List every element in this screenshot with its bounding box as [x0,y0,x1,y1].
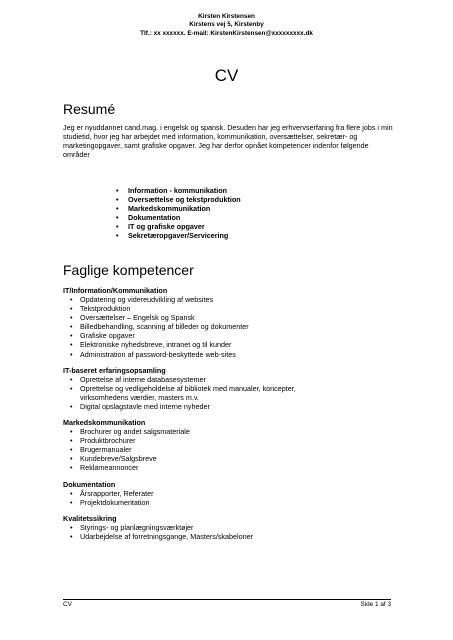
list-item: • Oversættelser – Engelsk og Spansk [63,313,393,322]
section-list-marketing [63,427,393,472]
skills-heading: Faglige kompetencer [63,262,194,278]
skills-sections [63,286,393,541]
list-item: • Brochurer og andet salgsmateriale [63,427,393,436]
list-item: • Udarbejdelse af forretningsgange, Masters/skabeloner [63,532,393,541]
header-name: Kirsten Kirstensen [198,13,255,20]
list-item: • Oprettelse af interne databasesystemer [63,375,393,384]
list-item: • Oprettelse og vedligeholdelse af bibliotek med manualer, koncepter, [63,384,393,393]
section-title-quality: Kvalitetssikring [63,513,117,523]
competence-area-item: • Sekretæropgaver/Servicering [118,231,241,240]
competence-areas-list [118,186,241,241]
list-item: • Administration af password-beskyttede web-sites [63,350,393,359]
list-item: • Kundebreve/Salgsbreve [63,454,393,463]
section-title-it-information: IT/Information/Kommunikation [63,286,168,295]
header-address: Kirstens vej 5, Kirstenby [189,21,264,29]
list-item: • Elektroniske nyhedsbreve, intranet og til kunder [63,340,393,349]
section-list-it-experience [63,375,393,411]
list-item: • Brugermanualer [63,445,393,454]
competence-area-item: • Markedskommunikation [118,204,241,213]
competence-area-item: • Information - kommunikation [118,186,241,195]
list-item-continuation: virksomhedens værdier, masters m.v. [80,392,199,402]
footer-divider [63,599,391,600]
footer-document-name: CV [63,601,72,608]
section-title-documentation: Dokumentation [63,479,116,489]
competence-area-item: • Dokumentation [118,213,241,222]
list-item: • Reklameannoncer [63,463,393,472]
list-item: • Årsrapporter, Referater [63,489,393,498]
header-contact: Tlf.: xx xxxxxx. E-mail: KirstenKirstensen@xxxxxxxxx.dk [140,29,313,37]
list-item: • Produktbrochurer [63,436,393,445]
document-title: CV [214,66,239,85]
footer-page-number: Side 1 af 3 [360,601,391,608]
resume-heading: Resumé [63,101,116,117]
list-item: • Grafiske opgaver [63,331,393,340]
list-item: • Digital opslagstavle med interne nyheder [63,402,393,411]
section-title-marketing: Markedskommunikation [63,418,146,428]
section-list-documentation [63,489,393,507]
letterhead [0,13,453,38]
list-item: • Styrings- og planlægningsværktøjer [63,523,393,532]
list-item: • Tekstproduktion [63,304,393,313]
competence-area-item: • Oversættelse og tekstproduktion [118,195,241,204]
competence-area-item: • IT og grafiske opgaver [118,222,241,231]
section-list-quality [63,523,393,541]
list-item: • Opdatering og videreudvikling af websites [63,295,393,304]
section-title-it-experience: IT-baseret erfaringsopsamling [63,365,166,375]
list-item: • Billedbehandling, scanning af billeder og dokumenter [63,322,393,331]
section-list-it-information [63,295,393,359]
list-item: • Projektdokumentation [63,498,393,507]
resume-paragraph: Jeg er nyuddannet cand.mag. i engelsk og spansk. Desuden har jeg erhvervserfaring fra flere jobs i min studietid, hvor jeg har arbejdet med information, kommunikation, oversættelser, sekretær- og marketingopgaver, samt grafiske opgaver. Jeg har derfor opnået kompetencer indenfor følgende områder [63,123,393,159]
